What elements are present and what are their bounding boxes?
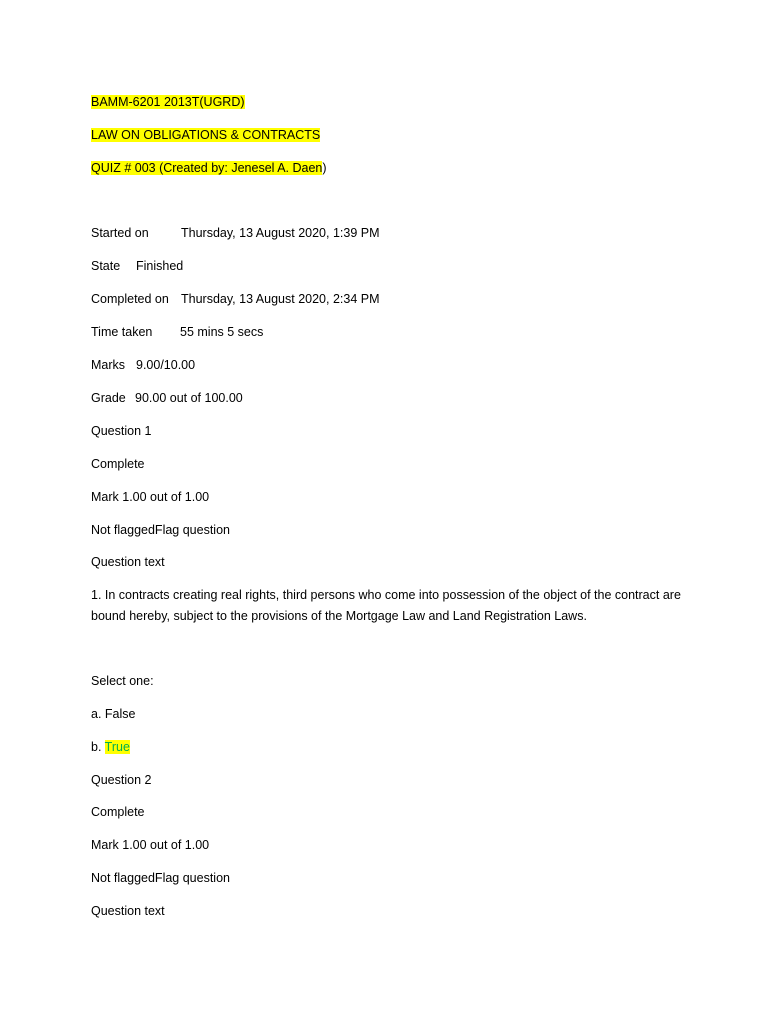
completed-on-label: Completed on <box>91 292 169 306</box>
course-title: LAW ON OBLIGATIONS & CONTRACTS <box>91 128 321 142</box>
marks-row <box>91 355 195 375</box>
completed-on-row <box>91 289 380 309</box>
quiz-title-line <box>91 158 327 178</box>
state-label: State <box>91 259 121 273</box>
course-code: BAMM-6201 2013T(UGRD) <box>91 95 245 109</box>
question-1-text-label: Question text <box>91 555 165 569</box>
question-2-status: Complete <box>91 805 145 819</box>
question-1-select-label: Select one: <box>91 674 154 688</box>
option-b-prefix: b. <box>91 740 105 754</box>
completed-on-value: Thursday, 13 August 2020, 2:34 PM <box>181 292 380 306</box>
course-code-line <box>91 92 245 112</box>
grade-value: 90.00 out of 100.00 <box>135 391 243 405</box>
question-2-flag: Not flaggedFlag question <box>91 871 230 885</box>
state-value: Finished <box>136 259 184 273</box>
question-2-text-label: Question text <box>91 904 165 918</box>
course-title-line <box>91 125 320 145</box>
question-1-title: Question 1 <box>91 424 152 438</box>
quiz-title-suffix: ) <box>322 161 327 175</box>
question-1-mark: Mark 1.00 out of 1.00 <box>91 490 210 504</box>
state-row <box>91 256 183 276</box>
question-1-option-a: a. False <box>91 707 136 721</box>
started-on-row <box>91 223 380 243</box>
question-1-status: Complete <box>91 457 145 471</box>
question-1-text: 1. In contracts creating real rights, third persons who come into possession of the object of the contract are bound hereby, subject to the provisions of the Mortgage Law and Land Registration Laws. <box>91 588 681 623</box>
question-2-title: Question 2 <box>91 773 152 787</box>
grade-label: Grade <box>91 391 126 405</box>
question-1-option-b <box>91 737 130 757</box>
grade-row <box>91 388 243 408</box>
quiz-title: QUIZ # 003 (Created by: Jenesel A. Daen <box>91 161 323 175</box>
time-taken-value: 55 mins 5 secs <box>180 325 264 339</box>
started-on-value: Thursday, 13 August 2020, 1:39 PM <box>181 226 380 240</box>
question-1-flag: Not flaggedFlag question <box>91 523 230 537</box>
time-taken-row <box>91 322 263 342</box>
option-b-answer: True <box>104 740 130 754</box>
started-on-label: Started on <box>91 226 149 240</box>
marks-value: 9.00/10.00 <box>136 358 196 372</box>
marks-label: Marks <box>91 358 126 372</box>
question-2-mark: Mark 1.00 out of 1.00 <box>91 838 210 852</box>
time-taken-label: Time taken <box>91 325 153 339</box>
